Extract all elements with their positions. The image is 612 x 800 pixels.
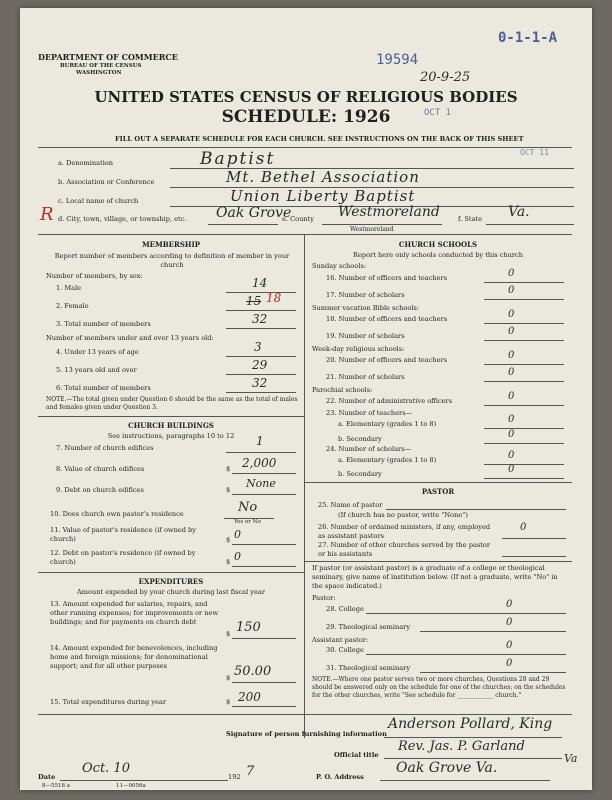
city-label: d. City, town, village, or township, etc. [58, 215, 187, 223]
q14-label: 14. Amount expended for benevolences, including home and foreign missions; for denominational support; and for all other purposes [50, 644, 218, 670]
rule [232, 566, 296, 567]
rule [226, 356, 296, 357]
q17-value: 0 [508, 285, 515, 296]
q21-label: 21. Number of scholars [326, 373, 405, 381]
form-code-stamp: 0-1-1-A [498, 30, 558, 46]
q9-label: 9. Debt on church edifices [56, 486, 144, 494]
q2-value: 18 [266, 291, 282, 305]
rule [226, 374, 296, 375]
q2-label: 2. Female [56, 302, 89, 310]
church-name-value: Union Liberty Baptist [230, 187, 416, 205]
rule [304, 561, 572, 562]
q17-label: 17. Number of scholars [326, 291, 405, 299]
rule [38, 234, 572, 235]
rule [38, 714, 572, 715]
membership-note: NOTE.—The total given under Question 6 should be the same as the total of males and females given under Question 3. [46, 396, 298, 411]
buildings-heading: CHURCH BUILDINGS [128, 421, 214, 430]
q20-value: 0 [508, 350, 515, 361]
date-value: Oct. 10 [82, 761, 130, 776]
q8-dollar: $ [226, 465, 231, 473]
q14-value: 50.00 [234, 664, 272, 679]
membership-heading: MEMBERSHIP [141, 240, 201, 249]
rule [484, 282, 564, 283]
rule [304, 482, 572, 483]
q12-label: 12. Debt on pastor's residence (if owned by church) [50, 549, 196, 566]
q18-value: 0 [508, 309, 515, 320]
rule [226, 328, 296, 329]
signature-value: Anderson Pollard, King [388, 716, 553, 732]
q10-label: 10. Does church own pastor's residence [50, 510, 184, 518]
q8-label: 8. Value of church edifices [56, 465, 145, 473]
po-address-value: Oak Grove Va. [396, 760, 498, 776]
year-value: 7 [246, 764, 255, 779]
q22-value: 0 [508, 391, 515, 402]
q11-dollar: $ [226, 536, 231, 544]
rule [386, 509, 566, 510]
q2-struck: 15 [246, 294, 262, 308]
q25-hint: (If church has no pastor, write "None") [338, 511, 468, 519]
rule [232, 682, 296, 683]
rule [484, 405, 564, 406]
q24-label: 24. Number of scholars— [326, 445, 412, 453]
q19-label: 19. Number of scholars [326, 332, 405, 340]
q15-dollar: $ [226, 698, 231, 706]
pastor-note: NOTE.—Where one pastor serves two or more churches, Questions 28 and 29 should be answered only on the schedule for one of the churches; on the schedules for the other churches, write "See schedule for ____________ church." [312, 676, 566, 699]
rule [484, 381, 564, 382]
q23b-value: 0 [508, 429, 515, 440]
rule [484, 478, 564, 479]
q7-label: 7. Number of church edifices [56, 444, 154, 452]
rule [366, 613, 566, 614]
q11-value: 0 [234, 528, 241, 541]
rule [384, 737, 562, 738]
q30-label: 30. College [326, 646, 364, 654]
q10-value: No [238, 500, 258, 515]
rule [232, 544, 296, 545]
county-value: Westmoreland [338, 204, 440, 220]
rule [484, 443, 564, 444]
rule [38, 572, 304, 573]
q22-label: 22. Number of administrative officers [326, 397, 453, 405]
graduate-note: If pastor (or assistant pastor) is a graduate of a college or theological seminary, give name of institution below. (If not a graduate, write "No" in the space indicated.) [312, 564, 558, 590]
rule [232, 638, 296, 639]
q12-dollar: $ [226, 558, 231, 566]
q24b-label: b. Secondary [338, 470, 382, 478]
q11-label: 11. Value of pastor's residence (if owned by church) [50, 526, 196, 543]
stamp-number: 19594 [376, 52, 419, 68]
rule [484, 323, 564, 324]
q24a-value: 0 [508, 450, 515, 461]
dept-line-1: DEPARTMENT OF COMMERCE [38, 52, 178, 62]
official-title-value: Rev. Jas. P. Garland [398, 739, 525, 754]
rule [484, 428, 564, 429]
city-value: Oak Grove [216, 205, 292, 221]
q23b-label: b. Secondary [338, 435, 382, 443]
q29-value: 0 [506, 617, 513, 628]
q31-value: 0 [506, 658, 513, 669]
q13-value: 150 [236, 620, 261, 635]
handwritten-code: 20-9-25 [420, 70, 471, 85]
q16-value: 0 [508, 268, 515, 279]
q26-value: 0 [520, 522, 527, 533]
q15-label: 15. Total expenditures during year [50, 698, 166, 706]
pastor-sub-label: Pastor: [312, 594, 336, 602]
q31-label: 31. Theological seminary [326, 664, 411, 672]
under-over-13: Number of members under and over 13 years old: [46, 334, 214, 342]
q7-value: 1 [256, 434, 264, 448]
q1-value: 14 [252, 276, 268, 290]
form-number: 8—5518 a [42, 783, 71, 789]
received-stamp-2: OCT 11 [520, 148, 549, 157]
rule [380, 780, 550, 781]
rule [484, 464, 564, 465]
rule [232, 706, 296, 707]
weekday-schools: Week-day religious schools: [312, 345, 405, 353]
dept-line-3: WASHINGTON [76, 70, 122, 76]
schools-heading: CHURCH SCHOOLS [398, 240, 478, 249]
rule [486, 224, 574, 225]
q23a-label: a. Elementary (grades 1 to 8) [338, 420, 437, 428]
q18-label: 18. Number of officers and teachers [326, 315, 448, 323]
sunday-schools: Sunday schools: [312, 262, 366, 270]
association-label: b. Association or Conference [58, 178, 155, 186]
q23a-value: 0 [508, 414, 515, 425]
county-typed: Westmoreland [350, 226, 394, 233]
rule [384, 758, 562, 759]
po-address-label: P. O. Address [316, 773, 364, 781]
instruction-line: FILL OUT A SEPARATE SCHEDULE FOR EACH CHURCH. SEE INSTRUCTIONS ON THE BACK OF THIS SHEET [115, 135, 524, 143]
rule [208, 224, 278, 225]
q8-value: 2,000 [242, 456, 277, 470]
denomination-value: Baptist [200, 149, 276, 169]
q27-label: 27. Number of other churches served by the pastor or his assistants [318, 541, 491, 558]
rule [232, 494, 296, 495]
q4-label: 4. Under 13 years of age [56, 348, 139, 356]
q12-value: 0 [234, 550, 241, 563]
date-label: Date [38, 773, 56, 781]
q3-label: 3. Total number of members [56, 320, 151, 328]
pastor-heading: PASTOR [421, 487, 455, 496]
q13-label: 13. Amount expended for salaries, repairs, and other running expenses; for improvements or new buildings; and for payments on church debt [50, 600, 219, 626]
rule [420, 672, 566, 673]
q9-value: None [246, 477, 276, 490]
buildings-sub: See instructions, paragraphs 10 to 12 [107, 432, 235, 440]
rule [38, 416, 304, 417]
print-code: 11—9056a [116, 783, 146, 789]
year-prefix: 192 [228, 773, 241, 781]
summer-schools: Summer vacation Bible schools: [312, 304, 420, 312]
official-title-label: Official title [334, 751, 379, 759]
rule [226, 292, 296, 293]
rule [226, 452, 296, 453]
county-label: e. County [282, 215, 314, 223]
rule [420, 631, 566, 632]
q9-dollar: $ [226, 486, 231, 494]
rule [484, 299, 564, 300]
q28-value: 0 [506, 599, 513, 610]
rule [38, 147, 572, 148]
dept-line-2: BUREAU OF THE CENSUS [60, 63, 142, 69]
q28-label: 28. College [326, 605, 364, 613]
rule [484, 364, 564, 365]
rule [226, 310, 296, 311]
q15-value: 200 [238, 690, 261, 704]
column-divider [304, 234, 305, 738]
q19-value: 0 [508, 326, 515, 337]
q5-value: 29 [252, 358, 268, 372]
church-name-label: c. Local name of church [58, 197, 139, 205]
signature-label: Signature of person furnishing information [226, 730, 387, 738]
q14-dollar: $ [226, 674, 231, 682]
margin-note: Va [564, 752, 578, 765]
q3-value: 32 [252, 312, 268, 326]
rule [502, 538, 566, 539]
expenditures-heading: EXPENDITURES [138, 577, 204, 586]
q20-label: 20. Number of officers and teachers [326, 356, 448, 364]
q10-hint: Yes or No [234, 519, 261, 525]
q21-value: 0 [508, 367, 515, 378]
rule [502, 556, 566, 557]
rule [484, 340, 564, 341]
rule [232, 473, 296, 474]
parochial-schools: Parochial schools: [312, 386, 373, 394]
form-title: UNITED STATES CENSUS OF RELIGIOUS BODIES [94, 88, 518, 106]
q24b-value: 0 [508, 464, 515, 475]
q23-label: 23. Number of teachers— [326, 409, 413, 417]
q25-label: 25. Name of pastor [318, 501, 383, 509]
membership-intro: Report number of members according to definition of member in your church [54, 252, 290, 269]
q13-dollar: $ [226, 630, 231, 638]
denomination-label: a. Denomination [58, 159, 114, 167]
q1-label: 1. Male [56, 284, 82, 292]
q30-value: 0 [506, 640, 513, 651]
margin-mark: R [40, 204, 54, 225]
rule [322, 224, 442, 225]
rule [60, 780, 228, 781]
state-label: f. State [458, 215, 483, 223]
assistant-sub-label: Assistant pastor: [312, 636, 369, 644]
rule [366, 654, 566, 655]
association-value: Mt. Bethel Association [226, 168, 420, 186]
members-by-sex: Number of members, by sex: [46, 272, 143, 280]
q6-label: 6. Total number of members [56, 384, 151, 392]
received-stamp: OCT 1 [424, 108, 452, 118]
state-value: Va. [508, 204, 530, 220]
form-subtitle: SCHEDULE: 1926 [221, 107, 391, 127]
q5-label: 5. 13 years old and over [56, 366, 137, 374]
q4-value: 3 [254, 340, 262, 354]
expenditures-sub: Amount expended by your church during last fiscal year [76, 588, 266, 596]
q6-value: 32 [252, 376, 268, 390]
q24a-label: a. Elementary (grades 1 to 8) [338, 456, 437, 464]
census-form-page [20, 8, 592, 790]
q29-label: 29. Theological seminary [326, 623, 411, 631]
schools-sub: Report here only schools conducted by this church [353, 251, 523, 259]
q26-label: 26. Number of ordained ministers, if any, employed as assistant pastors [318, 523, 491, 540]
rule [226, 392, 296, 393]
q16-label: 16. Number of officers and teachers [326, 274, 448, 282]
